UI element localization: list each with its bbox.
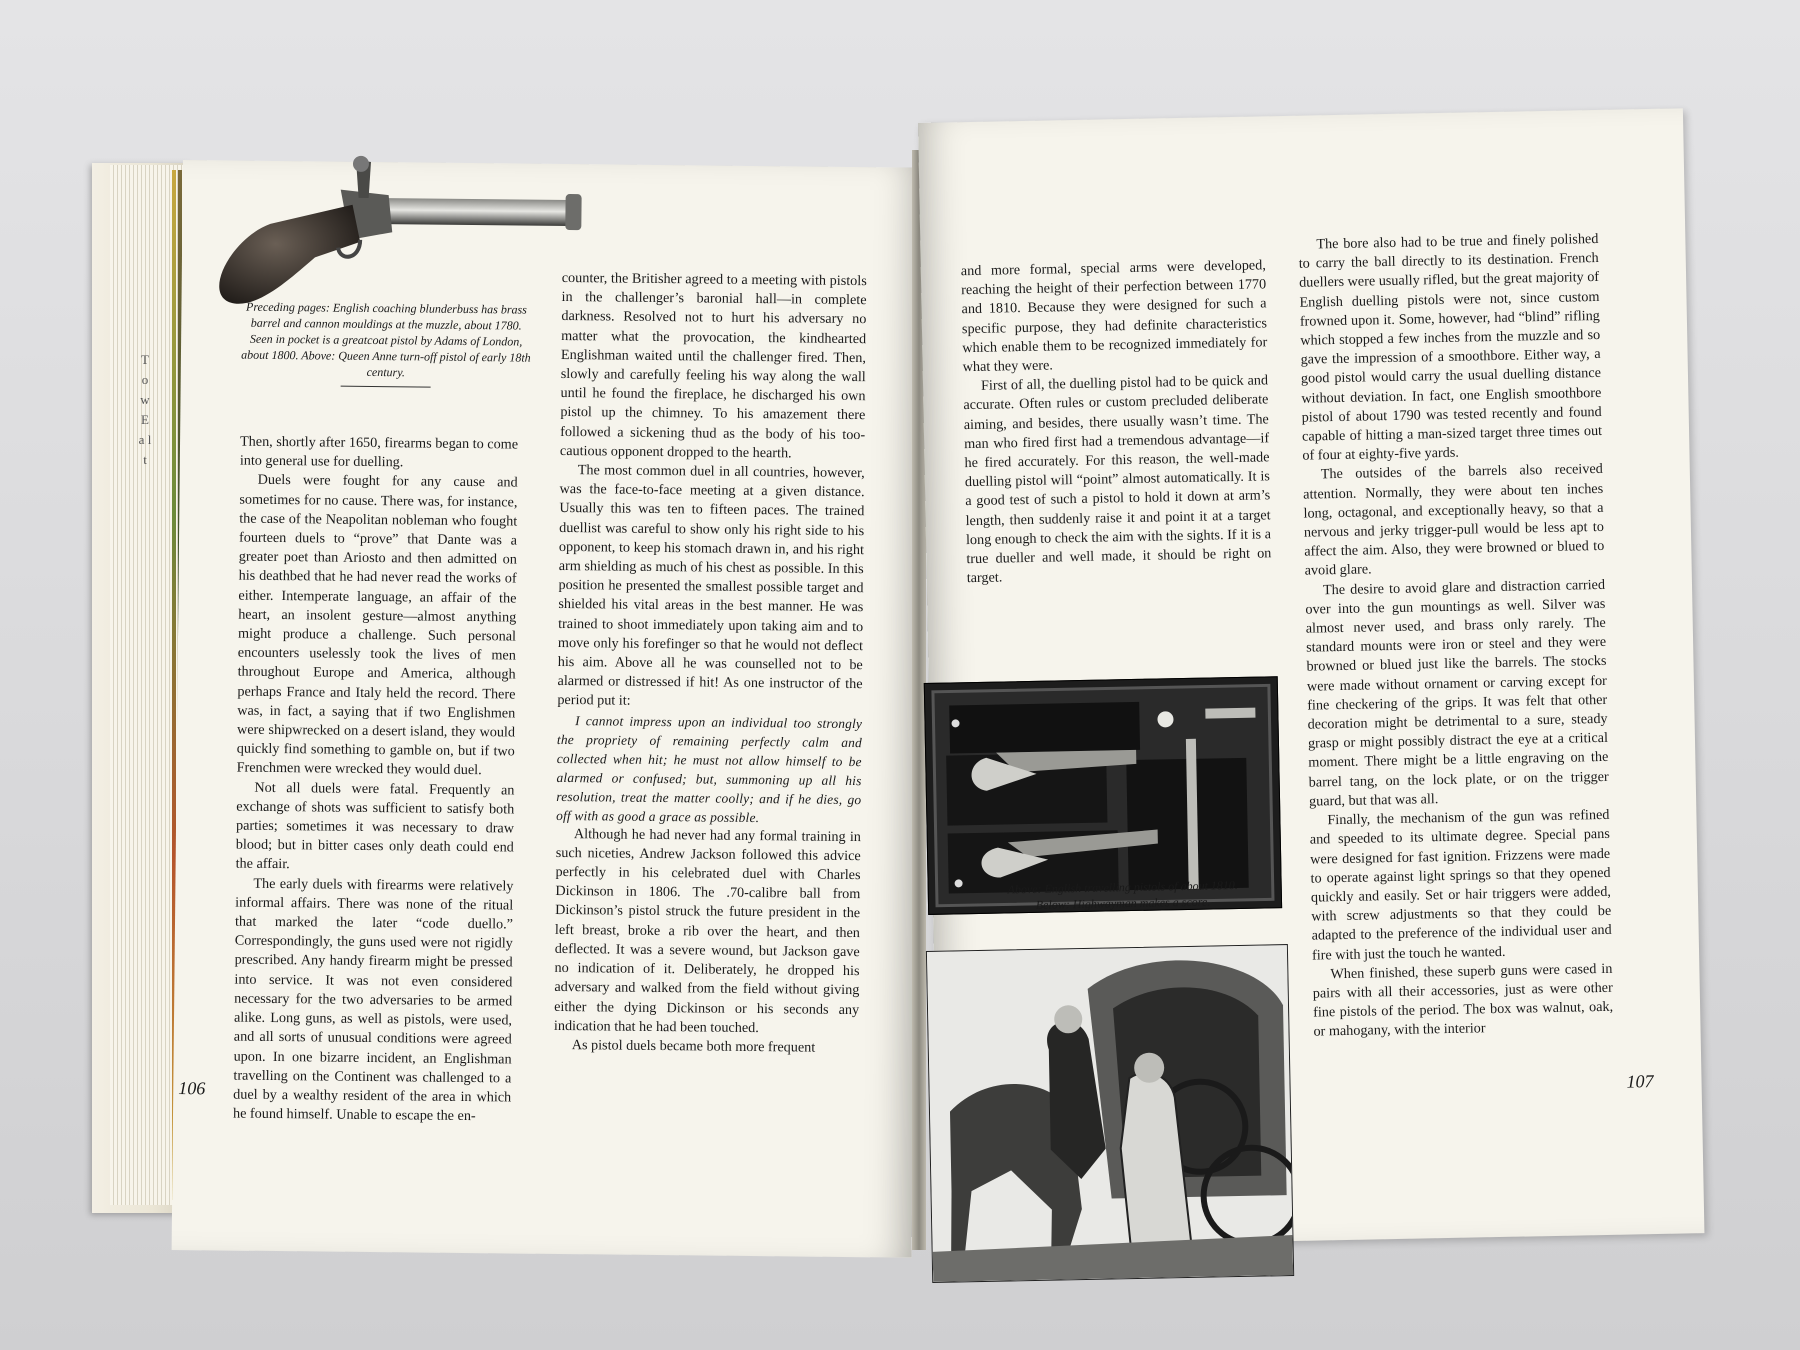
text-column-3 bbox=[961, 256, 1272, 588]
paragraph: The early duels with firearms were relatively informal affairs. There was none of the ritual that marked the later “code duello.” Correspondingly, the guns used were not rigidly prescribed. Any handy firearm might be pressed into service. It was not even considered necessary for the two adversaries to be armed alike. Long guns, as well as pistols, were used, and all sorts of unusual conditions were agreed upon. In one bizarre incident, an Englishman travelling on the Continent was challenged to a duel by a wealthy resident of the area in which he found himself. Unable to escape the en- bbox=[232, 875, 514, 1125]
paragraph: and more formal, special arms were developed, reaching the height of their perfection between 1770 and 1810. Because they were designed for such a specific purpose, they had definite characteristics which enable them to be recognized immediately for what they were. bbox=[960, 257, 1268, 376]
text-column-4 bbox=[1298, 230, 1613, 1042]
paragraph: Finally, the mechanism of the gun was refined and speeded to its ultimate degree. Special pans were designed for fast ignition. Frizzens were made to operate against light springs so that they opened quickly and easily. Set or hair triggers were added, with screw adjustments so that they could be adapted to the preference of the individual user and fire with just the touch he wanted. bbox=[1309, 806, 1612, 964]
caption-line-2: Below: Highwayman makes a score. bbox=[1035, 894, 1211, 912]
highwayman-engraving bbox=[926, 944, 1294, 1283]
paragraph: First of all, the duelling pistol had to be quick and accurate. Often rules or custom precluded deliberate aiming, and besides, there usually wasn’t time. The man who fired first had a tremendous advantage—if he fired accurately. For this reason, the well-made duelling pistol will “point” almost automatically. It is a good test of such a pistol to hold it down at arm’s length, then suddenly raise it and point it at a target long enough to check the aim with the sights. If it is a true dueller and well made, it should be right on target. bbox=[963, 372, 1272, 587]
paragraph: The desire to avoid glare and distraction carried over into the gun mountings as well. Silver was almost never used, and brass only rarely. The standard mounts were iron or steel and they were browned or blued just like the barrels. The stocks were made without ornament or carving except for fine checkering of the grips. It was felt that other decoration might be detrimental to a sure, steady grasp or might possibly distract the eye at a critical moment. There might be a little engraving on the barrel tang, on the lock plate, or on the trigger guard, but that was all. bbox=[1305, 576, 1609, 810]
text-column-2 bbox=[554, 269, 867, 1058]
pistol-caption bbox=[241, 299, 532, 389]
paragraph: As pistol duels became both more frequent bbox=[571, 1037, 816, 1056]
paragraph: counter, the Britisher agreed to a meeting with pistols in the challenger’s baronial hall—in complete darkness. Resolved not to hurt his adversary no matter what the provocation, the kindhearted Englishman waited until the challenger fired. Then, slowly and carefully feeling his way along the wall until he found the fireplace, he discharged his own pistol up the chimney. To his amazement there followed a sickening thud as the body of his too-cautious opponent dropped to the hearth. bbox=[559, 269, 867, 462]
underlying-page-letters: T o w E a l t bbox=[138, 352, 152, 467]
paragraph: Although he had never had any formal training in such niceties, Andrew Jackson followed this advice perfectly in his celebrated duel with Charles Dickinson in 1806. The .70-calibre ball from Dickinson’s pistol struck the future president in the left breast, broke a rib over the heart, and then deflected. It was a severe wound, but Jackson gave no indication of it. Deliberately, he dropped his adversary and walked from the field without giving either the dying Dickinson or his seconds any indication that he had been touched. bbox=[553, 825, 862, 1036]
queen-anne-pistol-photo bbox=[209, 148, 591, 312]
caption-rule bbox=[341, 386, 431, 388]
pistol-caption-text: Preceding pages: English coaching blunderbuss has brass barrel and cannon mouldings at the muzzle, about 1780. Seen in pocket is a greatcoat pistol by Adams of London, about 1800. Above: Queen Anne turn-off pistol of early 18th century. bbox=[241, 299, 531, 380]
paragraph: Not all duels were fatal. Frequently an exchange of shots was sufficient to satisfy both parties; sometimes it was necessary to draw blood; but in bitter cases only death could end the affair. bbox=[235, 779, 515, 873]
left-page bbox=[172, 160, 923, 1258]
text-column-1 bbox=[233, 433, 518, 1127]
paragraph: The bore also had to be true and finely polished to carry the ball directly to its destination. French duellers were usually rifled, but the great majority of English duelling pistols were not, since custom frowned upon it. Some, however, had “blind” rifling which stopped a few inches from the muzzle and so gave the impression of a smoothbore. Either way, a good pistol would carry the usual duelling distance without deviation. In fact, one English smoothbore pistol of about 1790 was tested recently and found capable of hitting a man-sized target three times out of four at eighty-five yards. bbox=[1298, 230, 1603, 464]
paragraph: The most common duel in all countries, however, was the face-to-face meeting at a given distance. Usually this was ten to fifteen paces. The trained duellist was careful to show only his right side to his opponent, to keep his stomach drawn in, and his right arm shielding as much of his chest as possible. In this position he presented the smallest possible target and shielded his vital areas in the best manner. He was trained to shoot immediately upon taking aim and to move only his forefinger so that he would not deflect his aim. Above all he was counselled not to be alarmed or distressed if hit! As one instructor of the period put it: bbox=[557, 462, 865, 710]
right-page bbox=[918, 108, 1704, 1247]
paragraph: Duels were fought for any cause and sometimes for no cause. There was, for instance, the case of the Neapolitan nobleman who fought fourteen duels to “prove” that Dante was a greater poet than Ariosto and then admitted on his deathbed that he had never read the works of either. Intemperate language, an affair of the heart, an insolent gesture—almost anything might produce a challenge. Such personal encounters uselessly took the lives of men throughout Europe and America, although perhaps France and Italy held the record. There was, in fact, a saying that if two Englishmen were shipwrecked on a desert island, they would quickly find something to gamble on, but if two Frenchmen were wrecked they would duel. bbox=[236, 472, 518, 779]
paragraph: When finished, these superb guns were cased in pairs with all their accessories, just as were other fine pistols of the period. The box was walnut, oak, or mahogany, with the interior bbox=[1312, 960, 1614, 1040]
paragraph: Then, shortly after 1650, firearms began to come into general use for duelling. bbox=[239, 433, 519, 471]
travelling-pistols-caption bbox=[953, 876, 1294, 915]
page-number-left: 106 bbox=[178, 1078, 206, 1099]
paragraph: The outsides of the barrels also received attention. Normally, they were about ten inches long, octagonal, and exceptionally heavy, so that a nervous and jerky trigger-pull would be less apt to affect the aim. Also, they were browned or blued to avoid glare. bbox=[1303, 461, 1605, 580]
block-quote: I cannot impress upon an individual too strongly the propriety of remaining perfectly calm and collected when hit; he must not allow himself to be alarmed or confused; but, summoning up all his resolution, treat the matter coolly; and if he dies, go off with as good a grace as possible. bbox=[556, 712, 863, 825]
page-number-right: 107 bbox=[1626, 1071, 1654, 1092]
caption-line-1: Above: English travelling pistols of about 1810. bbox=[1007, 878, 1238, 897]
